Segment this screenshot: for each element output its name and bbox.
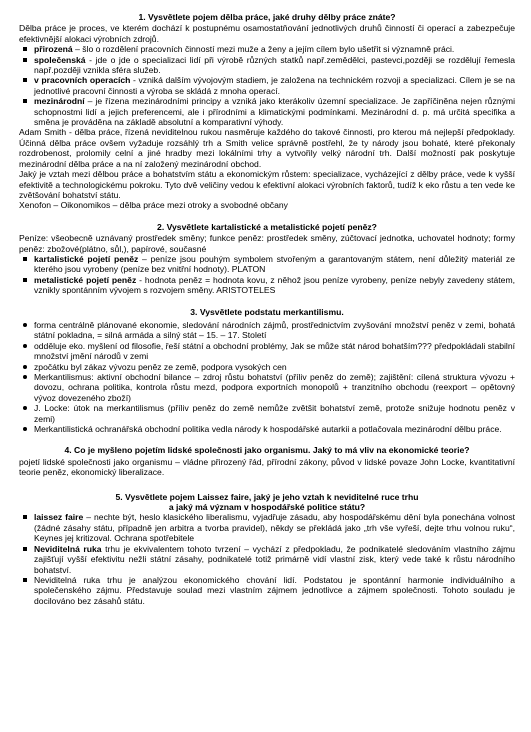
q3-item: J. Locke: útok na merkantilismus (příliv peněz do země nemůže zvětšit bohatství země, protože snižuje hodnotu peněz v zemi) [34, 403, 515, 424]
q2-item-text: - hodnota peněz = hodnota kovu, z něhož jsou peníze vyrobeny, peníze nebyly zavedeny státem, vznikly spontánním vývojem s rozvojem směny. ARISTOTELES [34, 274, 515, 296]
q3-item: odděluje eko. myšlení od filosofie, řeší státní a obchodní problémy, Jak se může stát národ bohatším??? předpokládali stabilní množství jmění národů v zemi [34, 340, 515, 362]
q1-item-social [34, 55, 515, 76]
q3-item: Merkantilistická ochranářská obchodní politika vedla národy k hospodářské autarkii a potlačovala mezinárodní dělbu práce. [34, 424, 515, 434]
q3-item: Merkantilismus: aktivní obchodní bilance – zdroj růstu bohatství (příliv peněz do země); zajištění: cílená struktura vývozu + dovozu, ochrana politika, kontrola růstu mezd, podpora exportních monopolů + tranzitního obchodu (reexport – opětovný vývoz dovezeného zboží) [34, 372, 515, 403]
q5-item-term: Neviditelná ruka [34, 543, 102, 554]
q1-item-international [34, 96, 515, 127]
q1-smith-paragraph: Adam Smith - dělba práce, řízená neviditelnou rukou nasměruje každého do takové činnosti, pro kterou má nejlepší předpoklady. Účinná dělba práce ovšem vyžaduje rozsáhlý trh a Smith velice správně postřehl, že ty národy jsou bohaté, které překonaly rozdrobenost, prolomily celní a jiné hradby mezi lokálními trhy a vytvořily velký národní trh. Další možností pak poskytuje mezinárodní dělba práce a na ní založený mezinárodní obchod. [19, 127, 515, 169]
q2-intro: Peníze: všeobecně uznávaný prostředek směny; funkce peněz: prostředek směny, zúčtovací jednotka, uchovatel hodnoty; formy peněz: zbožové(plátno, sůl,), papírové, současné [19, 233, 515, 254]
q3-item: zpočátku byl zákaz vývozu peněz ze země, podpora vysokých cen [34, 362, 515, 372]
q3-item: forma centrálně plánované ekonomie, sledování národních zájmů, prostřednictvím zvyšování množství peněz v zemi, bohatá státní pokladna, = silná armáda a silný stát – 15. – 17. Století [34, 319, 515, 341]
q2-item-chartalist [34, 254, 515, 275]
q1-item-term: v pracovních operacích [34, 75, 131, 86]
q5-item-term: laissez faire [34, 512, 84, 523]
q1-item-term: společenská [34, 54, 86, 65]
q2-money-concepts-list [19, 254, 515, 296]
q2-item-metallist [34, 275, 515, 296]
q1-item-term: přirozená [34, 44, 73, 55]
q1-item-text: - vzniká dalším vývojovým stadiem, je založena na technickém rozvoji a specializaci. Cílem je se na jednotlivé pracovní činnosti a výroba se skládá z mnoha operací. [34, 75, 515, 96]
q1-item-text: – šlo o rozdělení pracovních činností mezi muže a ženy a jejím cílem bylo ušetřit si významně práci. [72, 44, 455, 55]
q3-mercantilism-list [19, 320, 515, 434]
q5-item-laissez-faire [34, 512, 515, 543]
q5-item-invisible-hand [34, 544, 515, 575]
q1-xenofon-line: Xenofon – Oikonomikos – dělba práce mezi otroky a svobodné občany [19, 200, 288, 211]
question-5-title-line-2: a jaký má význam v hospodářské politice státu? [168, 502, 366, 513]
q1-item-term: mezinárodní [34, 96, 85, 107]
q5-laissez-faire-list [19, 512, 515, 606]
q5-item-text: – nechte být, heslo klasického liberalismu, vyjadřuje zásadu, aby hospodářskému dění byla ponechána volnost (žádné zásahy státu, případně jen arbitra a tvorba pravidel), někdy se překládá jako „trh vše vyřeší, dejte trhu volnou ruku“, Keynes jej kritizoval. Ochrana spotřebitele [34, 512, 516, 544]
q5-item-analysis [34, 575, 515, 606]
q5-item-text: Neviditelná ruka trhu je analýzou ekonomického chování lidí. Podstatou je spontánní harmonie individuálního a společenského zájmu. Představuje soulad mezi vlastním zájmem jednotlivce a zájmem společnosti. Tohoto souladu je docilováno bez zásahů státu. [34, 574, 515, 606]
q1-intro: Dělba práce je proces, ve kterém dochází k postupnému osamostatňování jednotlivých druhů činností či operací a zabezpečuje efektivnější alokaci výrobních zdrojů. [19, 23, 515, 44]
q2-item-term: kartalistické pojetí peněz [34, 253, 139, 264]
q2-item-term: metalistické pojetí peněz [34, 274, 137, 285]
question-2-title: 2. Vysvětlete kartalistické a metalistické pojetí peněz? [157, 221, 377, 232]
question-3-title: 3. Vysvětlete podstatu merkantilismu. [190, 306, 344, 317]
q1-item-operations [34, 75, 515, 96]
question-4-title: 4. Co je myšleno pojetím lidské společnosti jako organismu. Jaký to má vliv na ekonomické teorie? [64, 445, 470, 456]
question-5-title-line-1: 5. Vysvětlete pojem Laissez faire, jaký je jeho vztah k neviditelné ruce trhu [115, 491, 419, 502]
q5-item-text: trhu je ekvivalentem tohoto tvrzení – vychází z předpokladu, že podnikatelé sledováním vlastního zájmu zajišťují vyšší efektivitu nežli státní zásahy, podnikatelé totiž primárně vidí vlastní zisk, který vede také k růstu národního bohatství. [34, 543, 516, 575]
q1-growth-paragraph: Jaký je vztah mezi dělbou práce a bohatstvím státu a ekonomickým růstem: specializace, vycházející z dělby práce, vede k vyšší efektivitě a technologickému pokroku. Tyto dvě veličiny vedou k efektivní alokaci výrobních faktorů, tudíž k eko růstu a ten vede ke zvětšování bohatství státu. [19, 169, 515, 200]
q2-item-text: – peníze jsou pouhým symbolem stvořeným a garantovaným státem, není důležitý materiál ze kterého jsou vyrobeny (peníze bez vnitřní hodnoty). PLATON [34, 253, 515, 275]
q1-item-text: – je řízena mezinárodními principy a vzniká jako kterákoliv územní specializace. Je zapříčiněna nejen různými schopnostmi lidí a jejich preferencemi, ale i přírodními a klimatickými podmínkami. Mezinárodní d. p. má určitá specifika a směna je prováděna na základě absolutní a komparativní výhody. [34, 96, 515, 128]
q1-item-text: - jde o jde o specializaci lidí při výrobě různých statků např.zemědělci, pastevci,později se rozdělují řemesla např.později vznikla sféra služeb. [34, 54, 515, 76]
q1-item-natural [34, 44, 515, 54]
q1-division-types-list [19, 44, 515, 127]
q4-answer: pojetí lidské společnosti jako organismu – vládne přirozený řád, přírodní zákony, původ v lidské povaze John Locke, kvantitativní teorie peněz, ekonomický liberalizace. [19, 456, 515, 478]
question-1-title: 1. Vysvětlete pojem dělba práce, jaké druhy dělby práce znáte? [138, 12, 396, 22]
